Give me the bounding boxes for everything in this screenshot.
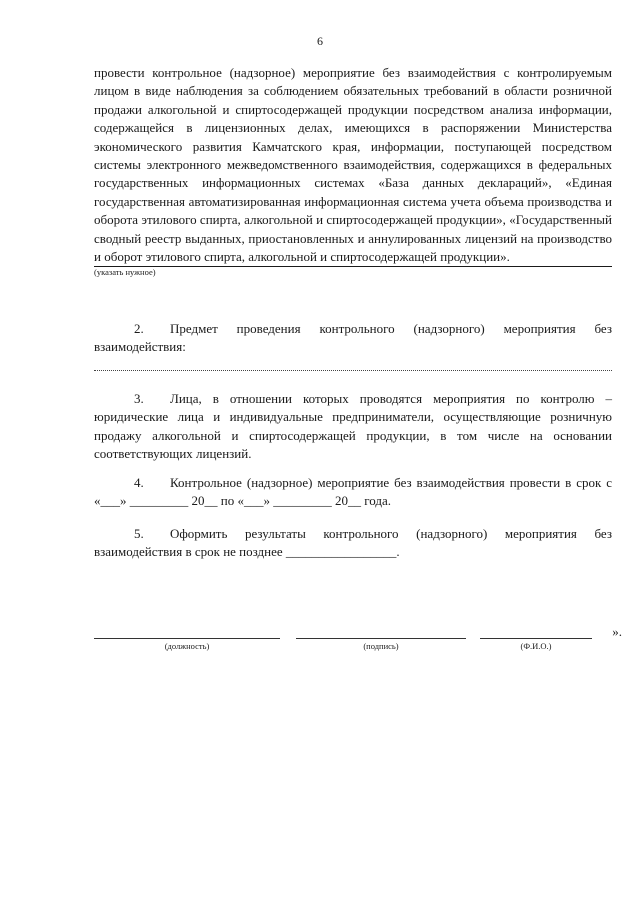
intro-text: провести контрольное (надзорное) мероприятие без взаимодействия с контролируемым лицом в виде наблюдения за соблюдением обязательных требований в области розничной продажи алкогольной и спиртосодержащей продукции посредством анализа информации, содержащейся в лицензионных делах, имеющихся в распоряжении Министерства экономического развития Камчатского края, информации, поступающей посредством системы электронного межведомственного взаимодействия, содержащихся в федеральных государственных информационных системах «База данных деклараций», «Единая государственная автоматизированная информационная система учета объема производства и оборота этилового спирта, алкогольной и спиртосодержащей продукции», «Государственный сводный реестр выданных, приостановленных и аннулированных лицензий на производство и оборот этилового спирта, алкогольной и спиртосодержащей продукции». <box>94 64 612 267</box>
closing-quote: ». <box>612 624 622 639</box>
position-line <box>94 630 280 639</box>
page-number: 6 <box>317 34 323 48</box>
item-text: Контрольное (надзорное) мероприятие без взаимодействия провести в срок с «___» _________ 20__ по «___» _________ 20__ года. <box>94 475 612 509</box>
intro-hint: (указать нужное) <box>94 267 156 278</box>
signature-caption: (подпись) <box>363 641 399 651</box>
name-line <box>480 630 592 639</box>
signature-line <box>296 630 466 639</box>
subject-fill-line <box>94 370 612 371</box>
item-number: 3. <box>134 391 144 406</box>
item-number: 2. <box>134 321 144 336</box>
name-caption: (Ф.И.О.) <box>520 641 552 651</box>
item-text: Лица, в отношении которых проводятся мероприятия по контролю – юридические лица и индивидуальные предприниматели, осуществляющие розничную продажу алкогольной и спиртосодержащей продукции, в том числе на основании соответствующих лицензий. <box>94 391 612 462</box>
item-2 <box>94 320 612 357</box>
item-3 <box>94 390 612 464</box>
position-caption: (должность) <box>164 641 210 651</box>
item-number: 5. <box>134 526 144 541</box>
item-5 <box>94 525 612 562</box>
item-text: Предмет проведения контрольного (надзорного) мероприятия без взаимодействия: <box>94 321 612 355</box>
item-4 <box>94 474 612 511</box>
item-number: 4. <box>134 475 144 490</box>
signature-block <box>94 624 622 660</box>
item-text: Оформить результаты контрольного (надзорного) мероприятия без взаимодействия в срок не позднее _________________. <box>94 526 612 560</box>
intro-paragraph <box>94 64 612 277</box>
